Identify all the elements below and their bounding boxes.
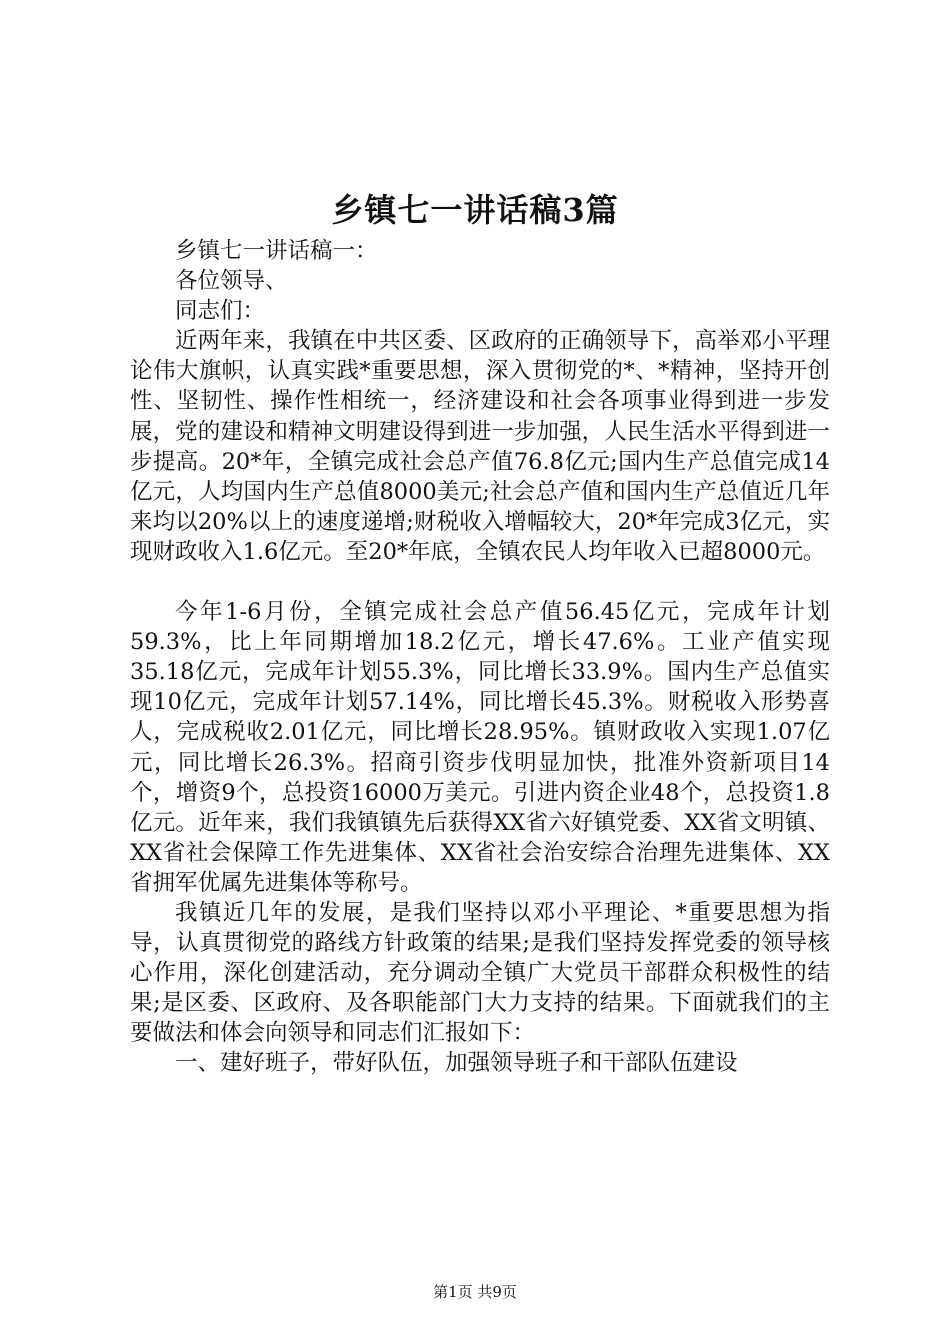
document-title: 乡镇七一讲话稿3篇 (331, 191, 619, 229)
speech-heading: 乡镇七一讲话稿一： (175, 238, 378, 264)
paragraph-half-year-results: 今年1-6月份，全镇完成社会总产值56.45亿元，完成年计划59.3%，比上年同期增加18.2亿元，增长47.6%。工业产值实现35.18亿元，完成年计划55.3%，同比增长33.9%。国内生产总值实现10亿元，完成年计划57.14%，同比增长45.3%。财税收入形势喜人，完成税收2.01亿元，同比增长28.95%。镇财政收入实现1.07亿元，同比增长26.3%。招商引资步伐明显加快，批准外资新项目14个，增资9个，总投资16000万美元。引进内资企业48个，总投资1.8亿元。近年来，我们我镇镇先后获得XX省六好镇党委、XX省文明镇、XX省社会保障工作先进集体、XX省社会治安综合治理先进集体、XX省拥军优属先进集体等称号。 (130, 599, 830, 896)
section-heading-one: 一、建好班子，带好队伍，加强领导班子和干部队伍建设 (175, 1050, 738, 1077)
salutation-comrades: 同志们： (175, 298, 266, 325)
salutation-leaders: 各位领导、 (175, 268, 288, 295)
page-footer: 第1页 共9页 (433, 1283, 517, 1301)
paragraph-development-overview: 近两年来，我镇在中共区委、区政府的正确领导下，高举邓小平理论伟大旗帜，认真实践*重要思想，深入贯彻党的*、*精神，坚持开创性、坚韧性、操作性相统一，经济建设和社会各项事业得到进一步发展，党的建设和精神文明建设得到进一步加强，人民生活水平得到进一步提高。20*年，全镇完成社会总产值76.8亿元;国内生产总值完成14亿元，人均国内生产总值8000美元;社会总产值和国内生产总值近几年来均以20%以上的速度递增;财税收入增幅较大，20*年完成3亿元，实现财政收入1.6亿元。至20*年底，全镇农民人均年收入已超8000元。 (130, 328, 830, 565)
document-body (130, 236, 830, 1079)
paragraph-reasons: 我镇近几年的发展，是我们坚持以邓小平理论、*重要思想为指导，认真贯彻党的路线方针政策的结果;是我们坚持发挥党委的领导核心作用，深化创建活动，充分调动全镇广大党员干部群众积极性的结果;是区委、区政府、及各职能部门大力支持的结果。下面就我们的主要做法和体会向领导和同志们汇报如下： (130, 899, 830, 1047)
